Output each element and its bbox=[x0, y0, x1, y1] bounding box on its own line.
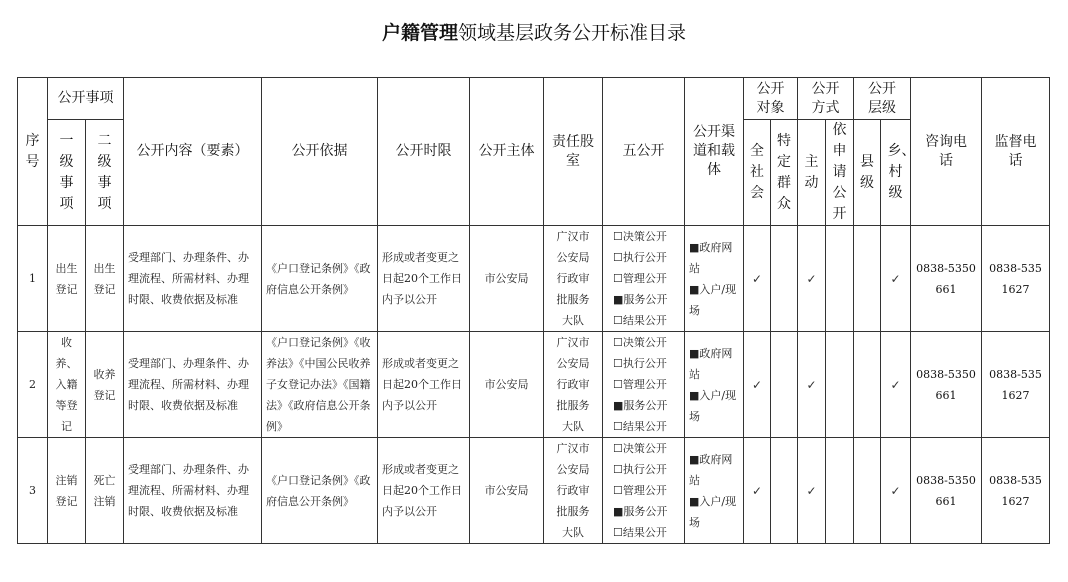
cell-level2: 出生登记 bbox=[86, 226, 124, 332]
cell-channel bbox=[685, 226, 744, 332]
five-option: ☐决策公开 bbox=[613, 230, 667, 243]
channel-option: ■入户/现场 bbox=[689, 388, 737, 423]
cell-channel bbox=[685, 332, 744, 438]
cell-basis: 《户口登记条例》《政府信息公开条例》 bbox=[262, 438, 378, 544]
header-seq: 序号 bbox=[18, 78, 48, 226]
check-target-specific bbox=[771, 438, 798, 544]
five-option: ☐结果公开 bbox=[613, 420, 667, 433]
table-row bbox=[18, 332, 1050, 438]
cell-seq: 2 bbox=[18, 332, 48, 438]
table-row bbox=[18, 438, 1050, 544]
header-time-limit: 公开时限 bbox=[378, 78, 470, 226]
check-method-active: ✓ bbox=[798, 332, 826, 438]
five-option: ☐决策公开 bbox=[613, 442, 667, 455]
cell-five bbox=[603, 438, 685, 544]
cell-five bbox=[603, 226, 685, 332]
five-option: ☐结果公开 bbox=[613, 314, 667, 327]
check-target-all: ✓ bbox=[744, 226, 771, 332]
channel-option: ■政府网站 bbox=[689, 452, 733, 487]
cell-dept: 广汉市公安局行政审批服务大队 bbox=[544, 332, 603, 438]
check-method-active: ✓ bbox=[798, 438, 826, 544]
cell-level1: 收养、入籍等登记 bbox=[48, 332, 86, 438]
five-option: ■服务公开 bbox=[613, 293, 668, 306]
cell-subject: 市公安局 bbox=[470, 332, 544, 438]
check-level-town: ✓ bbox=[881, 226, 911, 332]
cell-basis: 《户口登记条例》《收养法》《中国公民收养子女登记办法》《国籍法》《政府信息公开条例》 bbox=[262, 332, 378, 438]
header-items-group: 公开事项 bbox=[48, 78, 124, 120]
check-method-apply bbox=[826, 438, 854, 544]
five-option: ☐决策公开 bbox=[613, 336, 667, 349]
cell-consult-phone: 0838-5350661 bbox=[911, 226, 982, 332]
cell-consult-phone: 0838-5350661 bbox=[911, 332, 982, 438]
channel-option: ■政府网站 bbox=[689, 240, 733, 275]
header-level-group: 公开层级 bbox=[854, 78, 911, 120]
cell-basis: 《户口登记条例》《政府信息公开条例》 bbox=[262, 226, 378, 332]
header-dept: 责任股室 bbox=[544, 78, 603, 226]
cell-subject: 市公安局 bbox=[470, 438, 544, 544]
five-option: ☐管理公开 bbox=[613, 378, 667, 391]
header-content: 公开内容（要素） bbox=[124, 78, 262, 226]
page-title-bold: 户籍管理 bbox=[381, 22, 458, 44]
five-option: ☐管理公开 bbox=[613, 484, 667, 497]
cell-time-limit: 形成或者变更之日起20个工作日内予以公开 bbox=[378, 332, 470, 438]
check-target-specific bbox=[771, 332, 798, 438]
check-target-all: ✓ bbox=[744, 332, 771, 438]
cell-consult-phone: 0838-5350661 bbox=[911, 438, 982, 544]
cell-time-limit: 形成或者变更之日起20个工作日内予以公开 bbox=[378, 438, 470, 544]
cell-level1: 注销登记 bbox=[48, 438, 86, 544]
cell-seq: 3 bbox=[18, 438, 48, 544]
header-supervise: 监督电话 bbox=[982, 78, 1050, 226]
header-subject: 公开主体 bbox=[470, 78, 544, 226]
check-target-all: ✓ bbox=[744, 438, 771, 544]
header-method-group: 公开方式 bbox=[798, 78, 854, 120]
cell-level2: 收养登记 bbox=[86, 332, 124, 438]
cell-five bbox=[603, 332, 685, 438]
header-level1: 一级事项 bbox=[48, 120, 86, 226]
cell-level1: 出生登记 bbox=[48, 226, 86, 332]
header-method-active: 主动 bbox=[798, 120, 826, 226]
check-method-apply bbox=[826, 332, 854, 438]
cell-content: 受理部门、办理条件、办理流程、所需材料、办理时限、收费依据及标准 bbox=[124, 438, 262, 544]
check-level-town: ✓ bbox=[881, 438, 911, 544]
channel-option: ■入户/现场 bbox=[689, 494, 737, 529]
header-consult: 咨询电话 bbox=[911, 78, 982, 226]
cell-level2: 死亡注销 bbox=[86, 438, 124, 544]
table-row bbox=[18, 226, 1050, 332]
header-level-county: 县级 bbox=[854, 120, 881, 226]
header-target-all: 全社会 bbox=[744, 120, 771, 226]
check-target-specific bbox=[771, 226, 798, 332]
page-title bbox=[0, 18, 1068, 45]
five-option: ☐管理公开 bbox=[613, 272, 667, 285]
cell-supervise-phone: 0838-5351627 bbox=[982, 438, 1050, 544]
cell-dept: 广汉市公安局行政审批服务大队 bbox=[544, 226, 603, 332]
check-method-apply bbox=[826, 226, 854, 332]
cell-content: 受理部门、办理条件、办理流程、所需材料、办理时限、收费依据及标准 bbox=[124, 332, 262, 438]
header-target-specific: 特定群众 bbox=[771, 120, 798, 226]
catalog-table bbox=[17, 77, 1050, 544]
header-level-town: 乡、村级 bbox=[881, 120, 911, 226]
check-level-county bbox=[854, 438, 881, 544]
header-basis: 公开依据 bbox=[262, 78, 378, 226]
cell-dept: 广汉市公安局行政审批服务大队 bbox=[544, 438, 603, 544]
header-channel: 公开渠道和载体 bbox=[685, 78, 744, 226]
cell-channel bbox=[685, 438, 744, 544]
five-option: ☐执行公开 bbox=[613, 463, 667, 476]
header-five: 五公开 bbox=[603, 78, 685, 226]
five-option: ■服务公开 bbox=[613, 505, 668, 518]
five-option: ☐执行公开 bbox=[613, 251, 667, 264]
cell-seq: 1 bbox=[18, 226, 48, 332]
check-level-town: ✓ bbox=[881, 332, 911, 438]
channel-option: ■政府网站 bbox=[689, 346, 733, 381]
check-level-county bbox=[854, 332, 881, 438]
header-level2: 二级事项 bbox=[86, 120, 124, 226]
five-option: ☐执行公开 bbox=[613, 357, 667, 370]
cell-content: 受理部门、办理条件、办理流程、所需材料、办理时限、收费依据及标准 bbox=[124, 226, 262, 332]
cell-supervise-phone: 0838-5351627 bbox=[982, 226, 1050, 332]
cell-subject: 市公安局 bbox=[470, 226, 544, 332]
check-method-active: ✓ bbox=[798, 226, 826, 332]
page-title-rest: 领域基层政务公开标准目录 bbox=[458, 22, 687, 44]
check-level-county bbox=[854, 226, 881, 332]
channel-option: ■入户/现场 bbox=[689, 282, 737, 317]
header-target-group: 公开对象 bbox=[744, 78, 798, 120]
header-method-apply: 依申请公开 bbox=[826, 120, 854, 226]
cell-time-limit: 形成或者变更之日起20个工作日内予以公开 bbox=[378, 226, 470, 332]
five-option: ■服务公开 bbox=[613, 399, 668, 412]
cell-supervise-phone: 0838-5351627 bbox=[982, 332, 1050, 438]
five-option: ☐结果公开 bbox=[613, 526, 667, 539]
